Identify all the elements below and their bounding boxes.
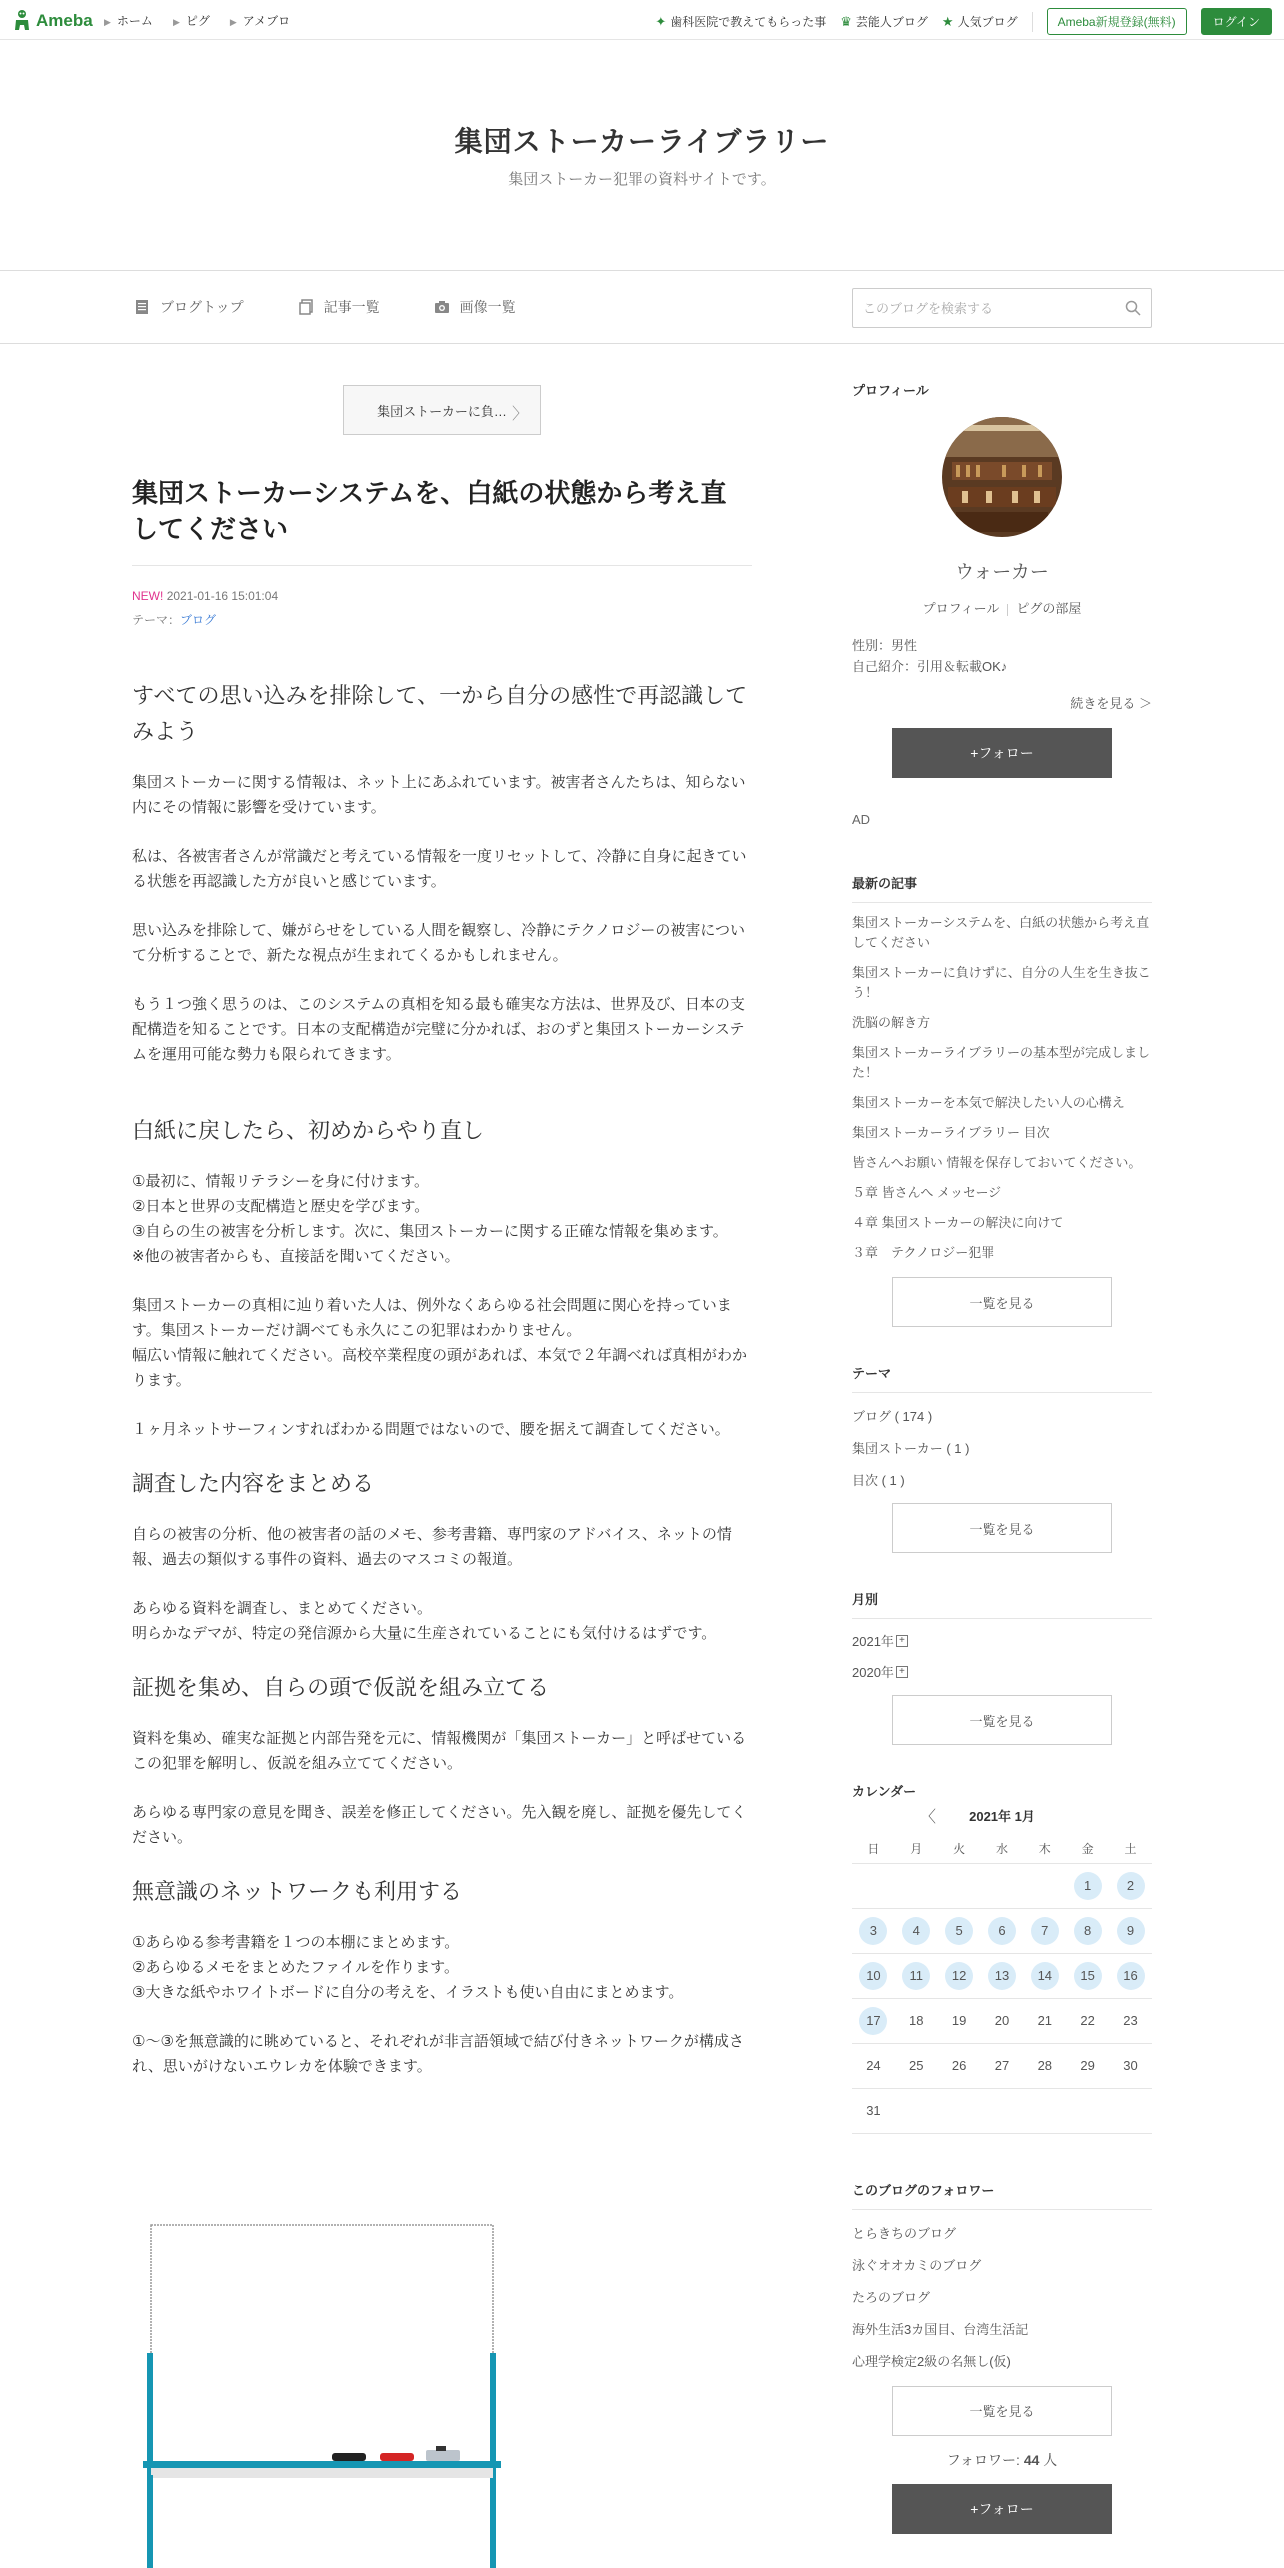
theme-button[interactable] <box>343 385 541 435</box>
theme-button-label: 集団ストーカーに負… <box>377 403 507 419</box>
paragraph-line: 明らかなデマが、特定の発信源から大量に生産されていることにも気付けるはずです。 <box>132 1625 717 1642</box>
nav-image-list[interactable] <box>434 297 516 317</box>
followers-list-button[interactable]: 一覧を見る <box>892 2386 1112 2436</box>
calendar-cell <box>895 1863 938 1908</box>
global-nav <box>104 12 290 29</box>
nav-ameblo-label: アメブロ <box>242 14 291 28</box>
calendar-day: 23 <box>1123 2012 1138 2028</box>
paragraph: あらゆる専門家の意見を聞き、誤差を修正してください。先入観を廃し、証拠を優先してください。 <box>132 1804 747 1846</box>
calendar-day: 22 <box>1080 2012 1095 2028</box>
paragraph <box>132 1169 752 1269</box>
calendar-cell <box>981 1998 1024 2043</box>
calendar-cell <box>1109 2088 1152 2133</box>
profile-links <box>852 598 1152 617</box>
calendar-day[interactable]: 10 <box>859 1962 887 1990</box>
recent-heading: 最新の記事 <box>852 873 1152 903</box>
sparkle-icon: ✦ <box>655 13 667 29</box>
paragraph-line: ※他の被害者からも、直接話を聞いてください。 <box>132 1248 460 1265</box>
calendar-day: 29 <box>1080 2057 1095 2073</box>
theme-link[interactable]: ブログ <box>180 613 217 627</box>
calendar-cell <box>1023 1998 1066 2043</box>
calendar-cell <box>895 1908 938 1953</box>
recent-list-button[interactable]: 一覧を見る <box>892 1277 1112 1327</box>
recent-article-item[interactable]: 洗脳の解き方 <box>852 1015 931 1030</box>
chevron-left-icon[interactable]: 〈 <box>920 1809 937 1826</box>
calendar-cell <box>895 1998 938 2043</box>
article-body <box>132 678 752 2079</box>
blog-title[interactable]: 集団ストーカーライブラリー <box>454 126 830 157</box>
recent-article-item[interactable]: 集団ストーカーライブラリー 目次 <box>852 1125 1050 1140</box>
calendar-day: 25 <box>909 2057 924 2073</box>
follower-item[interactable]: たろのブログ <box>852 2289 931 2305</box>
follow-button[interactable]: +フォロー <box>892 728 1112 778</box>
month-list-button[interactable]: 一覧を見る <box>892 1695 1112 1745</box>
calendar-day: 19 <box>951 2012 967 2028</box>
follower-count-label: フォロワー: <box>946 2451 1020 2468</box>
caret-icon: ▶ <box>104 17 111 27</box>
calendar-week <box>852 1998 1152 2043</box>
paragraph: 自らの被害の分析、他の被害者の話のメモ、参考書籍、専門家のアドバイス、ネットの情報、過去の類似する事件の資料、過去のマスコミの報道。 <box>132 1526 732 1568</box>
calendar-cell <box>895 2043 938 2088</box>
paragraph: ①～③を無意識的に眺めていると、それぞれが非言語領域で結び付きネットワークが構成され、思いがけないエウレカを体験できます。 <box>132 2033 744 2075</box>
paragraph <box>132 1596 752 1646</box>
pigg-room-link[interactable]: ピグの部屋 <box>1016 601 1082 616</box>
nav-blog-top-label: ブログトップ <box>160 299 244 315</box>
paragraph-line: ②あらゆるメモをまとめたファイルを作ります。 <box>132 1959 459 1976</box>
ameba-logo-icon <box>12 8 32 34</box>
calendar-day: 28 <box>1037 2057 1053 2073</box>
divider <box>1032 12 1033 32</box>
calendar-cell <box>895 2088 938 2133</box>
theme-list-button[interactable]: 一覧を見る <box>892 1503 1112 1553</box>
celebrity-blog-link[interactable] <box>840 13 928 30</box>
article <box>132 385 752 2079</box>
calendar-cell <box>895 1953 938 1998</box>
calendar-cell <box>938 1863 981 1908</box>
nav-article-list-label: 記事一覧 <box>323 299 380 315</box>
read-more-link[interactable]: 続きを見る ＞ <box>1070 696 1152 711</box>
calendar-day[interactable]: 2 <box>1117 1872 1145 1900</box>
follower-item[interactable]: 海外生活3カ国目、台湾生活記 <box>852 2321 1029 2337</box>
calendar-cell <box>1023 1953 1066 1998</box>
calendar-day: 20 <box>994 2012 1010 2028</box>
calendar-cell <box>938 2088 981 2133</box>
nav-home-label: ホーム <box>116 14 153 28</box>
follower-count <box>852 2450 1152 2470</box>
calendar-day: 26 <box>951 2057 967 2073</box>
calendar-cell <box>981 1863 1024 1908</box>
paragraph: 集団ストーカーに関する情報は、ネット上にあふれています。被害者さんたちは、知らない内にその情報に影響を受けています。 <box>132 774 746 816</box>
section-heading: 白紙に戻したら、初めからやり直し <box>132 1118 485 1143</box>
theme-list <box>852 1406 1152 1489</box>
calendar-day[interactable]: 4 <box>902 1917 930 1945</box>
calendar-day: 27 <box>994 2057 1010 2073</box>
paragraph: 資料を集め、確実な証拠と内部告発を元に、情報機関が「集団ストーカー」と呼ばせているこの犯罪を解明し、仮説を組み立ててください。 <box>132 1730 747 1772</box>
calendar-weekday: 火 <box>938 1835 981 1863</box>
calendar-day[interactable]: 9 <box>1117 1917 1145 1945</box>
section-heading: すべての思い込みを排除して、一から自分の感性で再認識してみよう <box>132 683 748 744</box>
popular-blog-label: 人気ブログ <box>957 15 1018 29</box>
star-icon: ★ <box>941 13 954 29</box>
calendar-cell <box>981 2088 1024 2133</box>
calendar-day[interactable]: 11 <box>902 1962 930 1990</box>
divider <box>1007 604 1008 616</box>
chevron-right-icon: 〉 <box>511 406 528 423</box>
calendar-cell <box>1066 2043 1109 2088</box>
paragraph-line: ①最初に、情報リテラシーを身に付けます。 <box>132 1173 429 1190</box>
calendar-weekday: 木 <box>1023 1835 1066 1863</box>
article-date: 2021-01-16 15:01:04 <box>166 589 279 603</box>
calendar-day[interactable]: 8 <box>1074 1917 1102 1945</box>
paragraph-line: ①あらゆる参考書籍を１つの本棚にまとめます。 <box>132 1934 460 1951</box>
profile-name[interactable]: ウォーカー <box>955 562 1049 583</box>
register-button[interactable]: Ameba新規登録(無料) <box>1047 8 1187 35</box>
calendar-cell <box>981 1908 1024 1953</box>
expand-icon[interactable]: + <box>896 1635 908 1647</box>
calendar-cell <box>852 1998 895 2043</box>
camera-icon <box>434 299 450 315</box>
caret-icon: ▶ <box>229 17 237 27</box>
calendar-cell <box>1023 1863 1066 1908</box>
ameba-logo[interactable] <box>12 8 93 34</box>
top-right-links <box>655 8 1272 35</box>
month-item[interactable] <box>852 1631 1152 1650</box>
recent-articles <box>852 913 1152 1263</box>
calendar-day[interactable]: 16 <box>1117 1962 1145 1990</box>
dental-link[interactable] <box>655 13 826 30</box>
nav-image-list-label: 画像一覧 <box>459 299 516 315</box>
calendar-week <box>852 2088 1152 2133</box>
calendar <box>852 1835 1152 2134</box>
calendar-cell <box>852 1863 895 1908</box>
profile-gender: 性別：男性 <box>852 638 918 653</box>
paragraph: １ヶ月ネットサーフィンすればわかる問題ではないので、腰を据えて調査してください。 <box>132 1421 730 1438</box>
blog-description: 集団ストーカー犯罪の資料サイトです。 <box>508 171 776 188</box>
month-list <box>852 1631 1152 1681</box>
search-icon[interactable] <box>1125 300 1141 316</box>
theme-item[interactable]: 目次 ( 1 ) <box>852 1473 905 1488</box>
calendar-cell <box>1109 1953 1152 1998</box>
calendar-day[interactable]: 3 <box>859 1917 887 1945</box>
calendar-week <box>852 1908 1152 1953</box>
login-button[interactable]: ログイン <box>1201 8 1272 35</box>
calendar-cell <box>1109 1908 1152 1953</box>
calendar-day: 18 <box>909 2012 924 2028</box>
section-heading: 無意識のネットワークも利用する <box>132 1879 463 1904</box>
calendar-day[interactable]: 5 <box>945 1917 973 1945</box>
calendar-day[interactable]: 7 <box>1031 1917 1059 1945</box>
blog-nav <box>0 270 1284 344</box>
recent-article-item[interactable]: 集団ストーカーシステムを、白紙の状態から考え直してください <box>852 915 1150 950</box>
calendar-day[interactable]: 1 <box>1074 1872 1102 1900</box>
calendar-cell <box>938 2043 981 2088</box>
followers-heading: このブログのフォロワー <box>852 2180 1152 2210</box>
calendar-cell <box>938 1908 981 1953</box>
paragraph-line: 集団ストーカーの真相に辿り着いた人は、例外なくあらゆる社会問題に関心を持っています。集団ストーカーだけ調べても永久にこの犯罪はわかりません。 <box>132 1297 732 1339</box>
calendar-day[interactable]: 15 <box>1074 1962 1102 1990</box>
theme-heading: テーマ <box>852 1363 1152 1393</box>
recent-article-item[interactable]: 皆さんへお願い 情報を保存しておいてください。 <box>852 1155 1142 1170</box>
calendar-weekday: 日 <box>852 1835 895 1863</box>
calendar-cell <box>981 1953 1024 1998</box>
paragraph-line: 幅広い情報に触れてください。高校卒業程度の頭があれば、本気で２年調べれば真相がわかります。 <box>132 1347 748 1389</box>
profile-heading: プロフィール <box>852 383 929 398</box>
profile-intro: 自己紹介：引用＆転載OK♪ <box>852 659 1008 674</box>
month-heading: 月別 <box>852 1589 1152 1619</box>
calendar-cell <box>1023 2088 1066 2133</box>
nav-blog-top[interactable] <box>134 297 244 317</box>
calendar-day[interactable]: 6 <box>988 1917 1016 1945</box>
paragraph: 思い込みを排除して、嫌がらせをしている人間を観察し、冷静にテクノロジーの被害について分析することで、新たな視点が生まれてくるかもしれません。 <box>132 922 746 964</box>
section-heading: 調査した内容をまとめる <box>132 1471 375 1496</box>
document-icon <box>134 299 150 315</box>
calendar-week <box>852 1863 1152 1908</box>
blog-header <box>0 40 1284 270</box>
followers-list <box>852 2223 1152 2370</box>
calendar-cell <box>1066 1908 1109 1953</box>
article-title[interactable]: 集団ストーカーシステムを、白紙の状態から考え直してください <box>132 475 752 566</box>
recent-article-item[interactable]: ５章 皆さんへ メッセージ <box>852 1185 1002 1200</box>
paragraph <box>132 1293 752 1393</box>
recent-article-item[interactable]: 集団ストーカーライブラリーの基本型が完成しました！ <box>852 1045 1150 1080</box>
section-heading: 証拠を集め、自らの頭で仮説を組み立てる <box>132 1675 550 1700</box>
calendar-day[interactable]: 14 <box>1031 1962 1059 1990</box>
paragraph-line: ②日本と世界の支配構造と歴史を学びます。 <box>132 1198 430 1215</box>
ad-label: AD <box>852 812 871 827</box>
paragraph-line: ③自らの生の被害を分析します。次に、集団ストーカーに関する正確な情報を集めます。 <box>132 1223 728 1240</box>
calendar-week <box>852 2043 1152 2088</box>
calendar-week <box>852 1953 1152 1998</box>
calendar-day: 24 <box>866 2057 881 2073</box>
calendar-cell <box>852 1953 895 1998</box>
profile-link[interactable]: プロフィール <box>922 601 1000 616</box>
recent-article-item[interactable]: 集団ストーカーを本気で解決したい人の心構え <box>852 1095 1125 1110</box>
calendar-cell <box>1109 1998 1152 2043</box>
calendar-cell <box>1066 1953 1109 1998</box>
calendar-cell <box>1023 1908 1066 1953</box>
calendar-cell <box>1023 2043 1066 2088</box>
avatar[interactable] <box>942 417 1062 537</box>
follower-item[interactable]: 心理学検定2級の名無し(仮) <box>852 2353 1011 2369</box>
follower-item[interactable]: とらきちのブログ <box>852 2225 957 2241</box>
follower-item[interactable]: 泳ぐオオカミのブログ <box>852 2257 982 2273</box>
calendar-cell <box>981 2043 1024 2088</box>
recent-article-item[interactable]: 集団ストーカーに負けずに、自分の人生を生き抜こう！ <box>852 965 1151 1000</box>
theme-label: テーマ： <box>132 613 181 627</box>
calendar-heading: カレンダー <box>852 1784 917 1799</box>
paragraph-line: ③大きな紙やホワイトボードに自分の考えを、イラストも使い自由にまとめます。 <box>132 1984 684 2001</box>
follower-count-unit: 人 <box>1043 2451 1058 2468</box>
new-badge: NEW! <box>132 589 164 603</box>
calendar-weekday: 水 <box>981 1835 1024 1863</box>
whiteboard-illustration[interactable] <box>130 2205 510 2568</box>
calendar-cell <box>852 2088 895 2133</box>
month-label: 2021年 <box>852 1634 894 1649</box>
dental-link-label: 歯科医院で教えてもらった事 <box>670 15 827 29</box>
recent-article-item[interactable]: ４章 集団ストーカーの解決に向けて <box>852 1215 1064 1230</box>
paragraph: もう１つ強く思うのは、このシステムの真相を知る最も確実な方法は、世界及び、日本の支配構造を知ることです。日本の支配構造が完璧に分かれば、おのずと集団ストーカーシステムを運用可能な勢力も限られてきます。 <box>132 996 745 1063</box>
paragraph: 私は、各被害者さんが常識だと考えている情報を一度リセットして、冷静に自身に起きている状態を再認識した方が良いと感じています。 <box>132 848 747 890</box>
calendar-day[interactable]: 12 <box>945 1962 973 1990</box>
top-bar <box>0 0 1284 40</box>
calendar-weekday: 月 <box>895 1835 938 1863</box>
theme-item[interactable]: 集団ストーカー ( 1 ) <box>852 1441 970 1456</box>
calendar-cell <box>1066 1863 1109 1908</box>
article-meta <box>132 584 752 632</box>
calendar-cell <box>1066 1998 1109 2043</box>
nav-pigg-label: ピグ <box>185 14 210 28</box>
follower-count-value: 44 <box>1023 2451 1040 2468</box>
crown-icon: ♛ <box>840 13 852 29</box>
calendar-day: 30 <box>1123 2057 1138 2073</box>
nav-home[interactable] <box>104 12 153 29</box>
caret-icon: ▶ <box>172 17 180 27</box>
blog-search <box>852 288 1152 328</box>
calendar-cell <box>1109 2043 1152 2088</box>
calendar-title: 2021年 1月 <box>969 1809 1035 1824</box>
calendar-day: 21 <box>1037 2012 1053 2028</box>
calendar-cell <box>1066 2088 1109 2133</box>
calendar-weekday: 金 <box>1066 1835 1109 1863</box>
logo-text: Ameba <box>36 11 93 30</box>
calendar-cell <box>1109 1863 1152 1908</box>
nav-ameblo[interactable] <box>230 12 290 29</box>
follow-button-bottom[interactable]: +フォロー <box>892 2484 1112 2534</box>
expand-icon[interactable]: + <box>896 1666 908 1678</box>
calendar-weekday: 土 <box>1109 1835 1152 1863</box>
sidebar <box>852 380 1152 2534</box>
month-item[interactable] <box>852 1662 1152 1681</box>
calendar-day[interactable]: 13 <box>988 1962 1016 1990</box>
calendar-header <box>852 1806 1152 1825</box>
nav-pigg[interactable] <box>173 12 210 29</box>
nav-article-list[interactable] <box>298 297 380 317</box>
recent-article-item[interactable]: ３章 テクノロジー犯罪 <box>852 1245 995 1260</box>
popular-blog-link[interactable] <box>942 13 1018 30</box>
month-label: 2020年 <box>852 1665 894 1680</box>
search-input[interactable] <box>863 301 1125 316</box>
pages-icon <box>298 299 314 315</box>
calendar-cell <box>938 1953 981 1998</box>
calendar-cell <box>852 2043 895 2088</box>
celebrity-blog-label: 芸能人ブログ <box>855 15 928 29</box>
theme-item[interactable]: ブログ ( 174 ) <box>852 1409 933 1424</box>
calendar-cell <box>938 1998 981 2043</box>
calendar-cell <box>852 1908 895 1953</box>
paragraph-line: あらゆる資料を調査し、まとめてください。 <box>132 1600 433 1617</box>
library-avatar-image <box>942 417 1062 537</box>
paragraph <box>132 1930 752 2005</box>
calendar-day: 31 <box>866 2102 881 2118</box>
calendar-day[interactable]: 17 <box>859 2007 887 2035</box>
